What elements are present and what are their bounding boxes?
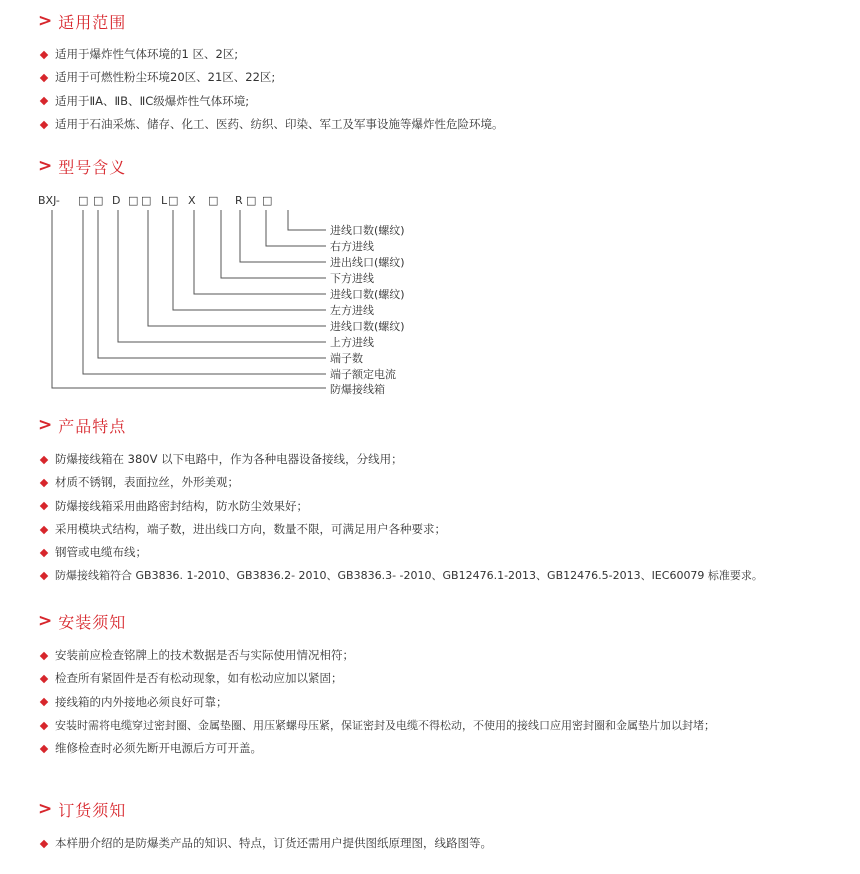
model-label: 端子数 xyxy=(330,352,363,365)
diamond-bullet-icon xyxy=(40,675,48,683)
section-title-model xyxy=(38,154,126,178)
model-code-segment: □ xyxy=(93,194,104,207)
model-label: 防爆接线箱 xyxy=(330,383,385,396)
list-item: 检查所有紧固件是否有松动现象，如有松动应加以紧固； xyxy=(40,667,715,690)
model-label: 下方进线 xyxy=(330,272,374,285)
diamond-bullet-icon xyxy=(40,455,48,463)
list-item: 钢管或电缆布线； xyxy=(40,541,763,564)
diamond-bullet-icon xyxy=(40,572,48,580)
chevron-right-icon: > xyxy=(38,610,53,631)
diamond-bullet-icon xyxy=(40,549,48,557)
section-title-order xyxy=(38,797,126,821)
diamond-bullet-icon xyxy=(40,721,48,729)
list-item: 材质不锈钢，表面拉丝，外形美观； xyxy=(40,471,763,494)
scope-list xyxy=(40,43,504,136)
chevron-right-icon: > xyxy=(38,10,53,31)
diamond-bullet-icon xyxy=(40,651,48,659)
model-label: 右方进线 xyxy=(330,240,374,253)
model-code-segment: BXJ- xyxy=(38,194,60,207)
model-label: 进线口数(螺纹) xyxy=(330,288,405,301)
list-item: 本样册介绍的是防爆类产品的知识、特点，订货还需用户提供图纸原理图，线路图等。 xyxy=(40,832,492,855)
model-code-diagram xyxy=(38,186,438,398)
model-code-segment: □ xyxy=(208,194,219,207)
features-list xyxy=(40,448,763,588)
model-label: 进出线口(螺纹) xyxy=(330,256,405,269)
model-code-segment: L xyxy=(161,194,168,207)
model-label: 左方进线 xyxy=(330,304,374,317)
model-code-segment: □ xyxy=(128,194,139,207)
model-label: 进线口数(螺纹) xyxy=(330,224,405,237)
model-code-segment: □ xyxy=(78,194,89,207)
install-list xyxy=(40,644,715,760)
list-item: 适用于可燃性粉尘环境20区、21区、22区; xyxy=(40,66,504,89)
list-item: 防爆接线箱在 380V 以下电路中，作为各种电器设备接线，分线用； xyxy=(40,448,763,471)
list-item: 安装前应检查铭牌上的技术数据是否与实际使用情况相符； xyxy=(40,644,715,667)
list-item: 适用于ⅡA、ⅡB、ⅡC级爆炸性气体环境; xyxy=(40,90,504,113)
list-item: 适用于爆炸性气体环境的1 区、2区; xyxy=(40,43,504,66)
list-item: 维修检查时必须先断开电源后方可开盖。 xyxy=(40,737,715,760)
model-code-segment: R xyxy=(235,194,243,207)
list-item: 采用模块式结构，端子数，进出线口方向，数量不限，可满足用户各种要求； xyxy=(40,518,763,541)
diamond-bullet-icon xyxy=(40,698,48,706)
section-title-scope xyxy=(38,9,126,33)
diamond-bullet-icon xyxy=(40,745,48,753)
diamond-bullet-icon xyxy=(40,839,48,847)
model-label: 进线口数(螺纹) xyxy=(330,320,405,333)
diamond-bullet-icon xyxy=(40,50,48,58)
model-code-segment: □ xyxy=(262,194,273,207)
chevron-right-icon: > xyxy=(38,414,53,435)
chevron-right-icon: > xyxy=(38,155,53,176)
section-title-text: 订货须知 xyxy=(58,800,127,820)
section-title-text: 适用范围 xyxy=(58,12,127,32)
model-code-segment: □ xyxy=(246,194,257,207)
list-item: 适用于石油采炼、储存、化工、医药、纺织、印染、军工及军事设施等爆炸性危险环境。 xyxy=(40,113,504,136)
diamond-bullet-icon xyxy=(40,97,48,105)
section-title-text: 产品特点 xyxy=(58,416,127,436)
model-label: 端子额定电流 xyxy=(330,368,396,381)
model-code-segment: □ xyxy=(168,194,179,207)
list-item: 防爆接线箱采用曲路密封结构，防水防尘效果好； xyxy=(40,495,763,518)
model-code-segment: □ xyxy=(141,194,152,207)
list-item: 接线箱的内外接地必须良好可靠； xyxy=(40,691,715,714)
model-code-segment: X xyxy=(188,194,196,207)
model-label: 上方进线 xyxy=(330,336,374,349)
diamond-bullet-icon xyxy=(40,479,48,487)
section-title-install xyxy=(38,609,126,633)
order-list xyxy=(40,832,492,855)
diamond-bullet-icon xyxy=(40,502,48,510)
diamond-bullet-icon xyxy=(40,74,48,82)
section-title-text: 型号含义 xyxy=(58,157,127,177)
diamond-bullet-icon xyxy=(40,525,48,533)
chevron-right-icon: > xyxy=(38,798,53,819)
model-code-segment: D xyxy=(112,194,121,207)
list-item: 安装时需将电缆穿过密封圈、金属垫圈、用压紧螺母压紧，保证密封及电缆不得松动，不使用的接线口应用密封圈和金属垫片加以封堵； xyxy=(40,714,715,737)
leader-lines xyxy=(52,210,326,388)
section-title-features xyxy=(38,413,126,437)
section-title-text: 安装须知 xyxy=(58,612,127,632)
list-item: 防爆接线箱符合 GB3836. 1-2010、GB3836.2- 2010、GB3836.3- -2010、GB12476.1-2013、GB12476.5-2013、IEC60079 标准要求。 xyxy=(40,564,763,587)
diamond-bullet-icon xyxy=(40,120,48,128)
